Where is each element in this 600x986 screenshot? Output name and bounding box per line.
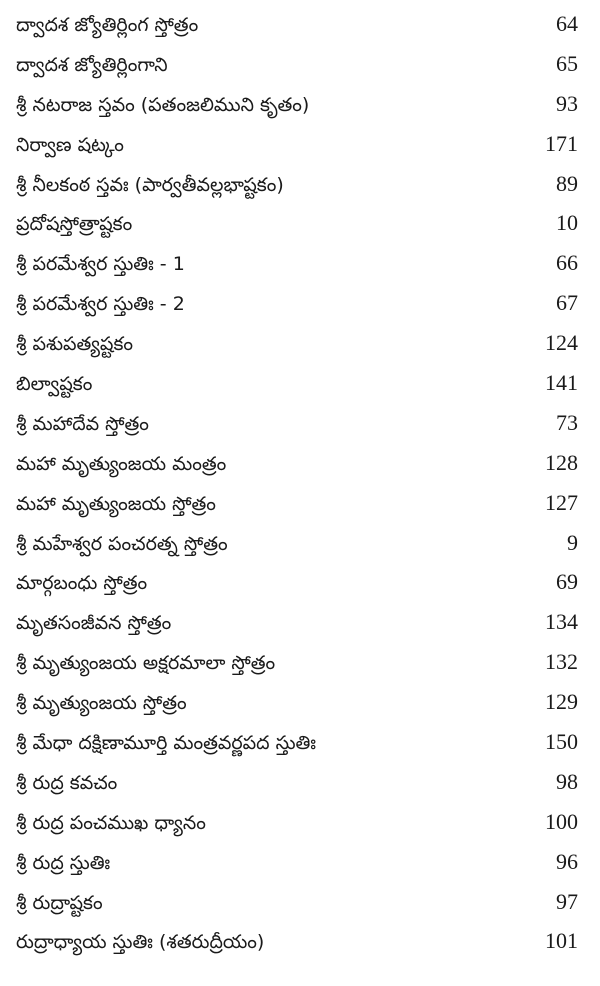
toc-entry (0, 483, 600, 523)
toc-entry-page: 150 (545, 729, 578, 755)
toc-entry (0, 243, 600, 283)
toc-entry-title: మహా మృత్యుంజయ స్తోత్రం (16, 492, 216, 515)
toc-entry-page: 89 (556, 170, 578, 196)
toc-entry (0, 164, 600, 204)
toc-entry-title: శ్రీ రుద్ర స్తుతిః (16, 851, 111, 874)
toc-entry-title: మార్గబంధు స్తోత్రం (16, 572, 148, 595)
toc-entry (0, 602, 600, 642)
toc-entry (0, 323, 600, 363)
toc-entry-page: 129 (545, 689, 578, 715)
toc-entry-title: శ్రీ నీలకంఠ స్తవః (పార్వతీవల్లభాష్టకం) (16, 173, 284, 196)
toc-entry-page: 141 (545, 370, 578, 396)
toc-entry-title: శ్రీ మహేశ్వర పంచరత్న స్తోత్రం (16, 532, 228, 555)
toc-entry-page: 101 (545, 928, 578, 954)
toc-entry-page: 66 (556, 250, 578, 276)
toc-entry (0, 802, 600, 842)
toc-entry-title: ద్వాదశ జ్యోతిర్లింగ స్తోత్రం (16, 14, 199, 36)
toc-entry (0, 882, 600, 922)
toc-entry-page: 69 (556, 569, 578, 595)
toc-entry-page: 100 (545, 808, 578, 834)
toc-entry-title: శ్రీ రుద్ర పంచముఖ ధ్యానం (16, 811, 206, 834)
toc-entry-page: 132 (545, 649, 578, 675)
toc-entry-page: 10 (556, 210, 578, 236)
toc-entry (0, 44, 600, 84)
toc-entry-title: మహా మృత్యుంజయ మంత్రం (16, 452, 227, 475)
toc-entry-title: శ్రీ మృత్యుంజయ స్తోత్రం (16, 692, 187, 715)
toc-entry-page: 128 (545, 449, 578, 475)
toc-entry (0, 562, 600, 602)
toc-entry-page: 64 (556, 11, 578, 36)
toc-entry-page: 127 (545, 489, 578, 515)
toc-entry (0, 443, 600, 483)
toc-entry-page: 97 (556, 888, 578, 914)
toc-entry-title: శ్రీ పశుపత్యష్టకం (16, 333, 134, 356)
toc-entry-title: శ్రీ పరమేశ్వర స్తుతిః - 2 (16, 293, 185, 316)
toc-entry-title: శ్రీ పరమేశ్వర స్తుతిః - 1 (16, 253, 185, 276)
toc-entry-page: 96 (556, 848, 578, 874)
toc-entry-title: శ్రీ మేధా దక్షిణామూర్తి మంత్రవర్ణపద స్తుతిః (16, 732, 317, 755)
toc-entry-title: శ్రీ మహాదేవ స్తోత్రం (16, 412, 149, 435)
toc-entry (0, 124, 600, 164)
toc-entry (0, 363, 600, 403)
toc-entry (0, 921, 600, 961)
toc-entry (0, 762, 600, 802)
toc-entry-page: 93 (556, 90, 578, 116)
toc-entry (0, 203, 600, 243)
toc-entry-page: 124 (545, 330, 578, 356)
toc-entry (0, 4, 600, 44)
toc-entry-title: బిల్వాష్టకం (16, 373, 93, 396)
toc-entry (0, 403, 600, 443)
toc-entry-page: 9 (567, 529, 578, 555)
toc-entry (0, 722, 600, 762)
toc-entry (0, 84, 600, 124)
toc-entry-title: శ్రీ నటరాజ స్తవం (పతంజలిముని కృతం) (16, 93, 310, 116)
toc-entry-title: నిర్వాణ షట్కం (16, 133, 124, 156)
toc-entry-title: ప్రదోషస్తోత్రాష్టకం (16, 213, 133, 236)
toc-entry-title: మృతసంజీవన స్తోత్రం (16, 612, 172, 635)
toc-entry-title: శ్రీ రుద్ర కవచం (16, 771, 118, 794)
toc-entry-title: శ్రీ రుద్రాష్టకం (16, 891, 103, 914)
toc-entry (0, 283, 600, 323)
toc-entry-page: 98 (556, 768, 578, 794)
toc-entry-page: 134 (545, 609, 578, 635)
toc-entry (0, 642, 600, 682)
toc-entry (0, 682, 600, 722)
toc-entry-title: రుద్రాధ్యాయ స్తుతిః (శతరుద్రీయం) (16, 931, 265, 954)
toc-entry-page: 65 (556, 50, 578, 76)
toc-entry-title: శ్రీ మృత్యుంజయ అక్షరమాలా స్తోత్రం (16, 652, 276, 675)
toc-entry-page: 73 (556, 409, 578, 435)
toc-entry (0, 523, 600, 563)
toc-entry-title: ద్వాదశ జ్యోతిర్లింగాని (16, 53, 168, 76)
toc-entry-page: 67 (556, 290, 578, 316)
toc-entry-page: 171 (545, 130, 578, 156)
toc-entry (0, 842, 600, 882)
